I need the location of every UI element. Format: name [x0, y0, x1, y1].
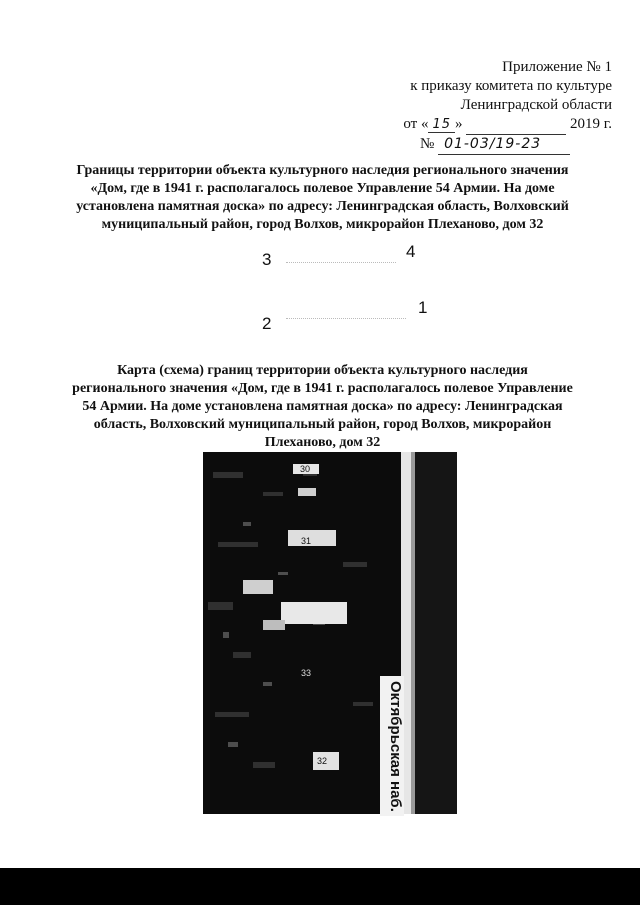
- point-4-label: 4: [406, 242, 416, 261]
- point-1-label: 1: [418, 298, 428, 317]
- building-label-30: 30: [300, 464, 311, 474]
- date-day-handwritten: 15: [428, 117, 455, 133]
- boundary-line-3-4: [286, 262, 396, 265]
- boundary-line-2-1: [286, 318, 406, 321]
- building-label-33: 33: [301, 668, 312, 678]
- order-number-handwritten: 01-03/19-23: [438, 135, 570, 155]
- map-scheme-title: Карта (схема) границ территории объекта культурного наследия регионального значения «Дом, где в 1941 г. располагалось полевое Управление 54 Армии. На доме установлена памятная доска» по адресу: Ленинградская область, Волховский муниципальный район, город Волхов, микрорайон Плеханово, дом 32: [72, 363, 573, 450]
- aerial-map: [203, 452, 457, 814]
- appendix-header: [372, 58, 612, 155]
- aerial-map-image: [203, 452, 457, 814]
- street-label: Октябрьская наб.: [380, 676, 404, 816]
- territory-boundaries-title: Границы территории объекта культурного наследия регионального значения «Дом, где в 1941 г. располагалось полевое Управление 54 Армии. На доме установлена памятная доска» по адресу: Ленинградская область, Волховский муниципальный район, город Волхов, микрорайон Плеханово, дом 32: [76, 163, 569, 232]
- building-label-31: 31: [301, 536, 312, 546]
- date-month-handwritten: [466, 115, 566, 135]
- point-3-label: 3: [262, 250, 272, 269]
- region-name: Ленинградской области: [460, 97, 612, 113]
- order-number-line: № 01-03/19-23: [372, 135, 612, 155]
- building-label-32: 32: [317, 756, 328, 766]
- scan-bottom-edge: [0, 868, 640, 905]
- order-date: от « 15 » 2019 г.: [372, 115, 612, 135]
- appendix-number: Приложение № 1: [502, 59, 612, 75]
- order-reference: к приказу комитета по культуре: [410, 78, 612, 94]
- point-2-label: 2: [262, 314, 272, 333]
